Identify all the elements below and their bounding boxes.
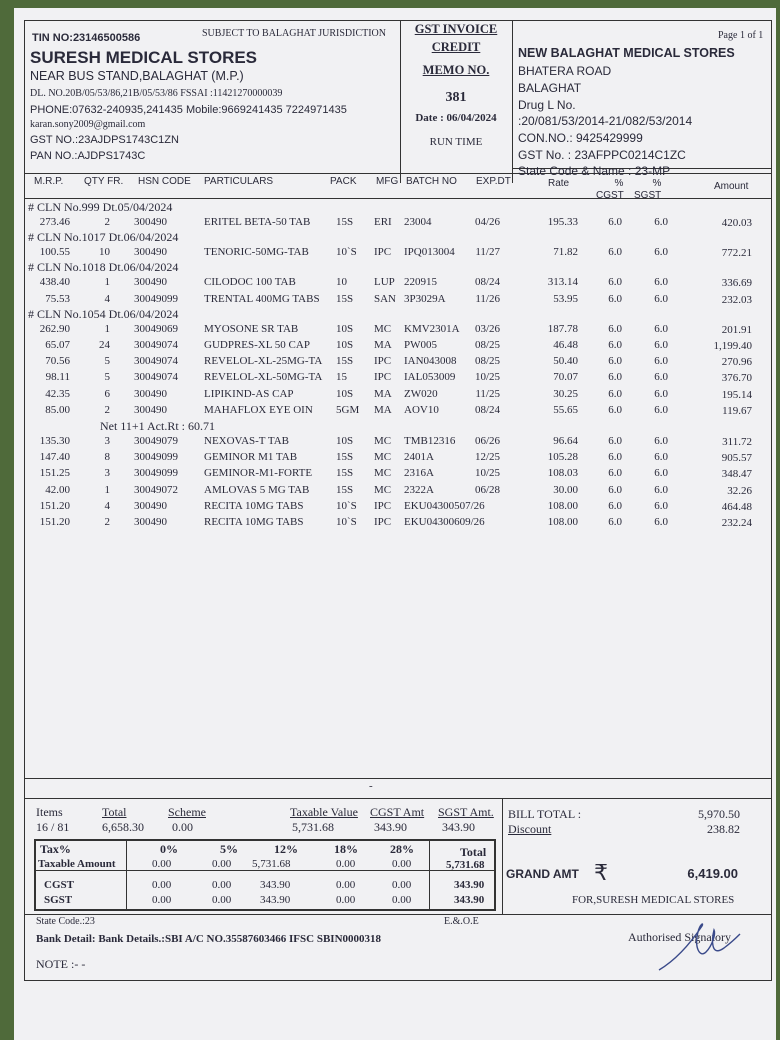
cell-exp: 08/24 [474,403,500,416]
cell-amount: 201.91 [721,323,752,336]
cell-sgst: 6.0 [654,451,668,464]
cell-amount: 336.69 [721,277,752,290]
cell-qty: 2 [104,216,110,228]
cell-exp: 08/25 [474,355,500,368]
eoe-note: E.&.O.E [444,916,479,927]
invoice-credit: CREDIT [431,40,481,54]
cell-sgst: 6.0 [654,387,668,400]
tax-cgst-5: 0.00 [212,879,232,891]
page-indicator: Page 1 of 1 [718,30,764,41]
cell-mrp: 273.46 [39,216,70,228]
tax-pct-label: Tax% [40,842,71,856]
cell-exp: 08/25 [474,339,500,351]
bill-total-value: 5,970.50 [698,807,740,821]
cell-batch: 2316A [404,467,434,480]
cell-batch: EKU04300507/26 [404,499,485,512]
cell-pack: 15S [336,467,354,480]
cell-batch: IAN043008 [404,355,457,368]
cell-rate: 30.25 [553,387,578,400]
cell-batch: 2401A [404,451,434,464]
cell-pack: 15S [336,451,354,464]
cell-sgst: 6.0 [654,322,668,335]
challan-group-header: # CLN No.1018 Dt.06/04/2024 [28,260,179,275]
tax-cgst-0: 0.00 [152,879,172,891]
cell-cgst: 6.0 [608,339,622,351]
cell-qty: 2 [104,403,110,416]
cell-rate: 46.48 [553,339,578,351]
cell-mfg: ERI [374,216,392,228]
seller-name: SURESH MEDICAL STORES [30,48,258,67]
cell-hsn: 30049079 [134,435,178,447]
cell-hsn: 30049072 [134,483,178,496]
cell-mfg: MA [374,387,392,400]
cell-rate: 55.65 [553,403,578,416]
cell-hsn: 30049069 [134,322,178,335]
cell-hsn: 300490 [134,499,167,512]
buyer-name: NEW BALAGHAT MEDICAL STORES [518,46,735,60]
col-mrp: M.R.P. [34,176,64,187]
buyer-contact: CON.NO.: 9425429999 [518,131,643,145]
cell-qty: 1 [104,322,110,335]
cell-sgst: 6.0 [654,339,668,351]
cell-qty: 2 [104,516,110,528]
tax-sgst-5: 0.00 [212,894,232,906]
cell-batch: 23004 [404,216,432,228]
cell-amount: 270.96 [721,356,752,369]
cell-cgst: 6.0 [608,387,622,400]
discount-label: Discount [508,822,552,836]
tax-cgst-total: 343.90 [454,879,485,891]
taxable-value: 5,731.68 [292,820,334,834]
cell-qty: 24 [99,339,110,351]
cell-rate: 50.40 [553,355,578,368]
cell-cgst: 6.0 [608,467,622,480]
tax-col-5: 5% [220,842,238,856]
cell-sgst: 6.0 [654,355,668,368]
cell-rate: 195.33 [547,216,578,228]
cell-amount: 376.70 [721,372,752,385]
cell-pack: 10`S [336,246,357,259]
seller-phone: PHONE:07632-240935,241435 Mobile:9669241435 7224971435 [30,104,347,116]
grand-amt-label: GRAND AMT [506,867,579,881]
col-qty: QTY FR. [84,176,124,187]
grand-amt-value: 6,419.00 [687,866,738,881]
buyer-address-2: BALAGHAT [518,81,582,95]
cell-amount: 195.14 [721,388,752,401]
cell-rate: 70.07 [553,371,578,384]
cgst-amt-label: CGST Amt [370,805,425,819]
buyer-drug-label: Drug L No. [518,98,576,112]
cell-sgst: 6.0 [654,276,668,289]
cell-cgst: 6.0 [608,292,622,305]
rupee-icon: ₹ [594,860,608,885]
tin-number: TIN NO:23146500586 [32,32,141,44]
cell-mfg: MA [374,403,392,416]
challan-group-header: # CLN No.1054 Dt.06/04/2024 [28,306,179,321]
cell-pack: 15S [336,292,354,305]
col-mfg: MFG [376,176,399,187]
cell-qty: 1 [104,276,110,289]
cell-exp: 03/26 [474,322,500,335]
cell-hsn: 30049074 [134,339,178,351]
cell-rate: 187.78 [547,322,578,335]
cell-sgst: 6.0 [654,483,668,496]
cell-exp: 08/24 [474,276,500,289]
cell-mrp: 70.56 [45,355,70,368]
cell-cgst: 6.0 [608,403,622,416]
cell-exp: 04/26 [474,216,500,228]
cell-name: GEMINOR M1 TAB [204,451,298,464]
cell-amount: 464.48 [721,500,752,513]
cell-rate: 313.14 [547,276,578,289]
col-particulars: PARTICULARS [204,176,274,187]
cell-qty: 1 [104,483,110,496]
tax-cgst-label: CGST [44,879,74,891]
cell-pack: 15S [336,483,354,496]
jurisdiction-note: SUBJECT TO BALAGHAT JURISDICTION [202,28,387,39]
cell-cgst: 6.0 [608,322,622,335]
cell-mrp: 65.07 [45,339,70,351]
cell-pack: 10S [336,322,354,335]
seller-dl-no: DL. NO.20B/05/53/86,21B/05/53/86 FSSAI :11421270000039 [30,88,283,99]
total-label: Total [102,805,127,819]
challan-group-header: # CLN No.1017 Dt.06/04/2024 [28,230,179,245]
cell-rate: 30.00 [553,483,578,496]
tax-col-18: 18% [334,842,358,856]
cell-batch: 2322A [404,483,434,496]
cell-pack: 10 [336,276,347,289]
cell-amount: 1,199.40 [713,340,752,352]
taxable-label: Taxable Value [290,805,358,819]
cell-batch: EKU04300609/26 [404,516,485,528]
cell-batch: 220915 [404,276,437,289]
cell-pack: 10S [336,339,354,351]
cell-qty: 10 [99,246,110,259]
cell-sgst: 6.0 [654,435,668,447]
col-batch: BATCH NO [406,176,457,187]
cell-mfg: MA [374,339,392,351]
cell-batch: ZW020 [404,387,438,400]
cell-exp: 06/26 [474,435,500,447]
tax-cgst-18: 0.00 [336,879,356,891]
challan-group-header: # CLN No.999 Dt.05/04/2024 [28,200,173,214]
tax-taxable-18: 0.00 [336,858,356,870]
cell-exp: 10/25 [474,467,500,480]
cell-hsn: 30049074 [134,371,178,384]
cell-cgst: 6.0 [608,451,622,464]
bank-detail: Bank Detail: Bank Details.:SBI A/C NO.35587603466 IFSC SBIN0000318 [36,933,382,945]
cell-cgst: 6.0 [608,276,622,289]
cell-qty: 8 [104,451,110,464]
scheme-value: 0.00 [172,820,193,834]
cell-sgst: 6.0 [654,467,668,480]
col-amount: Amount [714,181,749,192]
for-company: FOR,SURESH MEDICAL STORES [572,894,735,906]
cell-hsn: 300490 [134,246,167,259]
cell-pack: 15S [336,216,354,228]
cell-amount: 232.03 [721,293,752,306]
cell-rate: 71.82 [553,246,578,259]
cell-mfg: IPC [374,516,392,528]
cell-exp: 11/25 [475,387,500,400]
cell-mfg: MC [374,435,392,447]
cell-mfg: MC [374,451,392,464]
cell-amount: 311.72 [722,436,752,448]
cell-qty: 4 [104,292,110,305]
cell-batch: KMV2301A [404,322,460,335]
invoice-paper [14,8,776,1040]
rate-note: Net 11+1 Act.Rt : 60.71 [100,419,215,433]
cell-amount: 119.67 [722,404,752,417]
total-value: 6,658.30 [102,820,144,834]
tax-col-0: 0% [160,842,178,856]
tax-sgst-28: 0.00 [392,894,412,906]
cell-cgst: 6.0 [608,516,622,528]
cell-name: ERITEL BETA-50 TAB [204,216,311,228]
col-sgst: SGST [634,190,662,201]
cell-name: CILODOC 100 TAB [204,276,296,289]
cell-batch: IPQ013004 [404,246,455,259]
cell-name: REVELOL-XL-50MG-TA [204,371,323,384]
tax-sgst-label: SGST [44,894,73,906]
cell-exp: 12/25 [474,451,500,464]
col-cgst: CGST [596,190,624,201]
cell-exp: 11/27 [475,246,500,259]
invoice-date: Date : 06/04/2024 [415,112,497,124]
buyer-state-code: State Code & Name : 23-MP [518,164,671,178]
state-code: State Code.:23 [36,916,95,927]
cell-amount: 232.24 [721,517,752,529]
cell-hsn: 30049099 [134,292,178,305]
items-label: Items [36,805,63,819]
cell-cgst: 6.0 [608,246,622,259]
tax-taxable-5: 0.00 [212,858,232,870]
cell-mfg: SAN [374,292,397,305]
tax-taxable-0: 0.00 [152,858,172,870]
cell-name: GEMINOR-M1-FORTE [204,467,313,480]
tax-sgst-total: 343.90 [454,894,485,906]
cell-hsn: 300490 [134,276,167,289]
discount-value: 238.82 [707,822,740,836]
cell-mfg: IPC [374,355,392,368]
cell-sgst: 6.0 [654,292,668,305]
cell-hsn: 300490 [134,387,167,400]
cell-mfg: IPC [374,371,392,384]
cell-pack: 10`S [336,516,357,528]
seller-pan: PAN NO.:AJDPS1743C [30,150,146,162]
cell-rate: 108.00 [547,499,578,512]
cell-mrp: 135.30 [39,435,70,447]
cell-batch: TMB12316 [404,435,456,447]
invoice-number: 381 [445,90,467,105]
cell-rate: 53.95 [553,292,578,305]
cell-cgst: 6.0 [608,216,622,228]
cell-mfg: LUP [374,276,395,289]
cell-rate: 105.28 [547,451,578,464]
cell-name: MYOSONE SR TAB [204,322,299,335]
cell-exp: 10/25 [474,371,500,384]
sgst-amt-value: 343.90 [442,820,475,834]
cell-qty: 5 [104,355,110,368]
cell-pack: 15S [336,355,354,368]
seller-address: NEAR BUS STAND,BALAGHAT (M.P.) [30,69,244,83]
cell-name: LIPIKIND-AS CAP [204,387,294,400]
cell-amount: 905.57 [721,452,752,465]
page-dash: - [369,780,373,792]
cell-mfg: MC [374,483,392,496]
cell-mrp: 100.55 [39,246,70,259]
tax-col-total: Total [460,845,487,859]
cell-exp: 11/26 [475,292,500,305]
cell-sgst: 6.0 [654,216,668,228]
cell-mrp: 151.20 [39,516,70,528]
cell-mrp: 42.35 [45,387,70,400]
tax-taxable-label: Taxable Amount [38,858,116,870]
cell-amount: 420.03 [721,217,752,229]
cell-hsn: 30049099 [134,467,178,480]
col-rate: Rate [548,178,570,189]
cell-rate: 108.03 [547,467,578,480]
cell-batch: IAL053009 [404,371,456,384]
seller-gst: GST NO.:23AJDPS1743C1ZN [30,134,179,146]
cell-name: NEXOVAS-T TAB [204,435,289,447]
tax-sgst-18: 0.00 [336,894,356,906]
cell-qty: 6 [104,387,110,400]
cell-name: RECITA 10MG TABS [204,516,304,528]
cell-mfg: IPC [374,246,392,259]
cell-hsn: 300490 [134,403,167,416]
col-sgst-pct: % [652,178,662,189]
signature-mark [654,918,744,978]
cell-mrp: 42.00 [45,483,70,496]
cell-amount: 772.21 [721,247,752,260]
cell-amount: 348.47 [721,468,752,481]
cell-pack: 10S [336,435,354,447]
col-cgst-pct: % [614,178,624,189]
cell-mrp: 262.90 [39,322,70,335]
items-value: 16 / 81 [36,820,70,834]
col-exp: EXP.DT [476,176,511,187]
cell-name: RECITA 10MG TABS [204,499,304,512]
cell-cgst: 6.0 [608,371,622,384]
scheme-label: Scheme [168,805,206,819]
cell-qty: 3 [104,435,110,447]
cell-mrp: 75.53 [45,292,70,305]
cell-mrp: 151.20 [39,499,70,512]
cell-batch: PW005 [404,339,437,351]
invoice-type: GST INVOICE [414,22,498,36]
cell-hsn: 30049074 [134,355,178,368]
cell-qty: 3 [104,467,110,480]
bill-total-label: BILL TOTAL : [508,807,582,821]
cell-cgst: 6.0 [608,499,622,512]
cell-sgst: 6.0 [654,516,668,528]
buyer-address-1: BHATERA ROAD [518,64,612,78]
cell-hsn: 300490 [134,516,167,528]
cell-hsn: 30049099 [134,451,178,464]
cell-mfg: MC [374,322,392,335]
col-hsn: HSN CODE [138,176,191,187]
buyer-drug-no: :20/081/53/2014-21/082/53/2014 [518,114,693,128]
cell-name: GUDPRES-XL 50 CAP [204,339,310,351]
cell-sgst: 6.0 [654,403,668,416]
cell-mrp: 85.00 [45,403,70,416]
cell-sgst: 6.0 [654,246,668,259]
invoice-run-time: RUN TIME [429,136,483,148]
cell-hsn: 300490 [134,216,167,228]
tax-sgst-0: 0.00 [152,894,172,906]
col-pack: PACK [330,176,357,187]
cell-batch: 3P3029A [404,292,446,305]
tax-cgst-12: 343.90 [260,879,291,891]
cell-batch: AOV10 [404,403,439,416]
cell-amount: 32.26 [727,484,752,497]
cell-name: TRENTAL 400MG TABS [204,292,320,305]
cgst-amt-value: 343.90 [374,820,407,834]
tax-sgst-12: 343.90 [260,894,291,906]
seller-email: karan.sony2009@gmail.com [30,119,146,130]
tax-col-28: 28% [390,842,414,856]
cell-rate: 96.64 [553,435,578,447]
tax-taxable-28: 0.00 [392,858,412,870]
authorised-signatory: Authorised Signatory [628,930,731,944]
cell-mfg: IPC [374,499,392,512]
tax-cgst-28: 0.00 [392,879,412,891]
tax-col-12: 12% [274,842,298,856]
buyer-gst: GST No. : 23AFPPC0214C1ZC [518,148,686,162]
cell-exp: 06/28 [474,483,500,496]
cell-mrp: 147.40 [39,451,70,464]
cell-cgst: 6.0 [608,435,622,447]
cell-sgst: 6.0 [654,371,668,384]
cell-name: MAHAFLOX EYE OIN [204,403,313,416]
sgst-amt-label: SGST Amt. [438,805,494,819]
cell-name: TENORIC-50MG-TAB [204,246,309,259]
cell-name: REVELOL-XL-25MG-TA [204,355,323,368]
cell-sgst: 6.0 [654,499,668,512]
cell-name: AMLOVAS 5 MG TAB [204,483,310,496]
cell-mfg: MC [374,467,392,480]
cell-qty: 5 [104,371,110,384]
cell-pack: 5GM [336,403,360,416]
cell-cgst: 6.0 [608,483,622,496]
cell-rate: 108.00 [547,516,578,528]
cell-mrp: 151.25 [39,467,70,480]
cell-mrp: 438.40 [39,276,70,289]
cell-pack: 15 [336,371,347,384]
tax-taxable-total: 5,731.68 [446,859,485,871]
cell-cgst: 6.0 [608,355,622,368]
cell-mrp: 98.11 [45,371,70,384]
cell-qty: 4 [104,499,110,512]
cell-pack: 10`S [336,499,357,512]
note-label: NOTE :- - [36,957,86,971]
cell-pack: 10S [336,387,354,400]
invoice-memo-label: MEMO NO. [422,63,490,77]
tax-taxable-12: 5,731.68 [252,858,291,870]
